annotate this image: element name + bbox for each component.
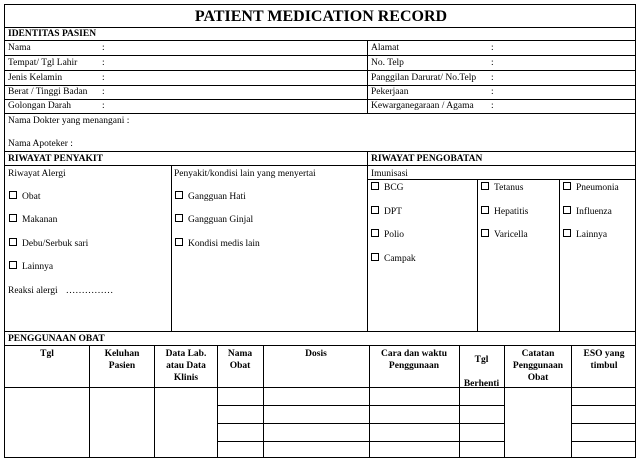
checkbox-icon <box>9 261 17 269</box>
field-label-golongan-darah: Golongan Darah <box>8 101 72 111</box>
imunisasi-option-lainnya[interactable]: Lainnya <box>563 229 607 241</box>
field-label-pekerjaan: Pekerjaan <box>371 87 409 97</box>
divider <box>559 179 560 331</box>
field-label-panggilan-darurat: Panggilan Darurat/ No.Telp <box>371 73 477 83</box>
divider <box>367 151 368 331</box>
imunisasi-option-varicella[interactable]: Varicella <box>481 229 528 241</box>
section-header-riwayat-pengobatan: RIWAYAT PENGOBATAN <box>371 154 483 164</box>
divider <box>171 165 172 331</box>
field-label-nama: Nama <box>8 43 31 53</box>
colon: : <box>102 43 105 53</box>
column-header-tgl: Tgl <box>40 349 54 359</box>
alergi-option-obat[interactable]: Obat <box>9 191 40 203</box>
divider <box>5 151 635 152</box>
form-title: PATIENT MEDICATION RECORD <box>194 8 448 25</box>
column-header-catatan: Catatan Penggunaan Obat <box>512 349 564 383</box>
field-label-tempat-tgl-lahir: Tempat/ Tgl Lahir <box>8 58 78 68</box>
checkbox-icon <box>481 182 489 190</box>
kondisi-lain-label: Penyakit/kondisi lain yang menyertai <box>174 169 316 179</box>
colon: : <box>491 87 494 97</box>
table-header-bottom-line <box>5 387 635 388</box>
divider <box>154 345 155 457</box>
checkbox-icon <box>9 191 17 199</box>
divider <box>571 441 635 442</box>
imunisasi-option-pneumonia[interactable]: Pneumonia <box>563 182 619 194</box>
divider <box>5 70 635 71</box>
imunisasi-option-bcg[interactable]: BCG <box>371 182 404 194</box>
colon: : <box>102 58 105 68</box>
alergi-option-debu[interactable]: Debu/Serbuk sari <box>9 238 88 250</box>
checkbox-icon <box>563 229 571 237</box>
kondisi-option-hati[interactable]: Gangguan Hati <box>175 191 246 203</box>
column-header-tgl-berhenti: Tgl Berhenti <box>463 355 500 389</box>
divider <box>571 405 635 406</box>
checkbox-icon <box>481 229 489 237</box>
checkbox-icon <box>371 253 379 261</box>
checkbox-icon <box>9 238 17 246</box>
colon: : <box>491 58 494 68</box>
imunisasi-option-polio[interactable]: Polio <box>371 229 404 241</box>
colon: : <box>491 101 494 111</box>
checkbox-icon <box>563 182 571 190</box>
checkbox-icon <box>9 214 17 222</box>
section-header-penggunaan-obat: PENGGUNAAN OBAT <box>8 334 105 344</box>
patient-medication-record-form <box>4 4 636 458</box>
kondisi-option-medis-lain[interactable]: Kondisi medis lain <box>175 238 260 250</box>
divider <box>5 99 635 100</box>
checkbox-icon <box>175 191 183 199</box>
divider <box>367 40 368 113</box>
imunisasi-option-hepatitis[interactable]: Hepatitis <box>481 206 528 218</box>
column-header-cara-waktu: Cara dan waktu Penggunaan <box>381 349 447 371</box>
divider <box>571 423 635 424</box>
checkbox-icon <box>371 182 379 190</box>
colon: : <box>491 73 494 83</box>
field-label-no-telp: No. Telp <box>371 58 404 68</box>
divider <box>5 40 635 41</box>
checkbox-icon <box>175 214 183 222</box>
colon: : <box>491 43 494 53</box>
section-header-identitas: IDENTITAS PASIEN <box>8 29 97 39</box>
checkbox-icon <box>563 206 571 214</box>
column-header-eso: ESO yang timbul <box>583 349 625 371</box>
imunisasi-option-campak[interactable]: Campak <box>371 253 416 265</box>
field-label-kewarganegaraan-agama: Kewarganegaraan / Agama <box>371 101 474 111</box>
divider <box>5 113 635 114</box>
divider <box>217 423 504 424</box>
colon: : <box>102 87 105 97</box>
imunisasi-option-influenza[interactable]: Influenza <box>563 206 612 218</box>
divider <box>5 55 635 56</box>
divider <box>217 405 504 406</box>
divider <box>5 331 635 332</box>
checkbox-icon <box>481 206 489 214</box>
column-header-keluhan-pasien: Keluhan Pasien <box>104 349 140 371</box>
colon: : <box>102 73 105 83</box>
imunisasi-option-tetanus[interactable]: Tetanus <box>481 182 523 194</box>
alergi-option-lainnya[interactable]: Lainnya <box>9 261 53 273</box>
column-header-nama-obat: Nama Obat <box>227 349 253 371</box>
reaksi-alergi-blank: …………… <box>65 286 114 296</box>
imunisasi-label: Imunisasi <box>371 169 408 179</box>
field-label-berat-tinggi: Berat / Tinggi Badan <box>8 87 88 97</box>
column-header-dosis: Dosis <box>305 349 327 359</box>
divider <box>5 27 635 28</box>
apoteker-label: Nama Apoteker : <box>8 139 73 149</box>
divider <box>477 179 478 331</box>
checkbox-icon <box>371 206 379 214</box>
divider <box>5 345 635 346</box>
imunisasi-option-dpt[interactable]: DPT <box>371 206 402 218</box>
divider <box>217 441 504 442</box>
section-header-riwayat-penyakit: RIWAYAT PENYAKIT <box>8 154 103 164</box>
divider <box>5 165 635 166</box>
field-label-jenis-kelamin: Jenis Kelamin <box>8 73 63 83</box>
column-header-data-lab: Data Lab. atau Data Klinis <box>165 349 207 383</box>
divider <box>504 345 505 457</box>
riwayat-alergi-label: Riwayat Alergi <box>8 169 66 179</box>
field-label-alamat: Alamat <box>371 43 399 53</box>
divider <box>89 345 90 457</box>
dokter-label: Nama Dokter yang menangani : <box>8 116 130 126</box>
alergi-option-makanan[interactable]: Makanan <box>9 214 57 226</box>
reaksi-alergi-label: Reaksi alergi …………… <box>8 286 114 296</box>
kondisi-option-ginjal[interactable]: Gangguan Ginjal <box>175 214 253 226</box>
checkbox-icon <box>371 229 379 237</box>
checkbox-icon <box>175 238 183 246</box>
divider <box>5 85 635 86</box>
colon: : <box>102 101 105 111</box>
